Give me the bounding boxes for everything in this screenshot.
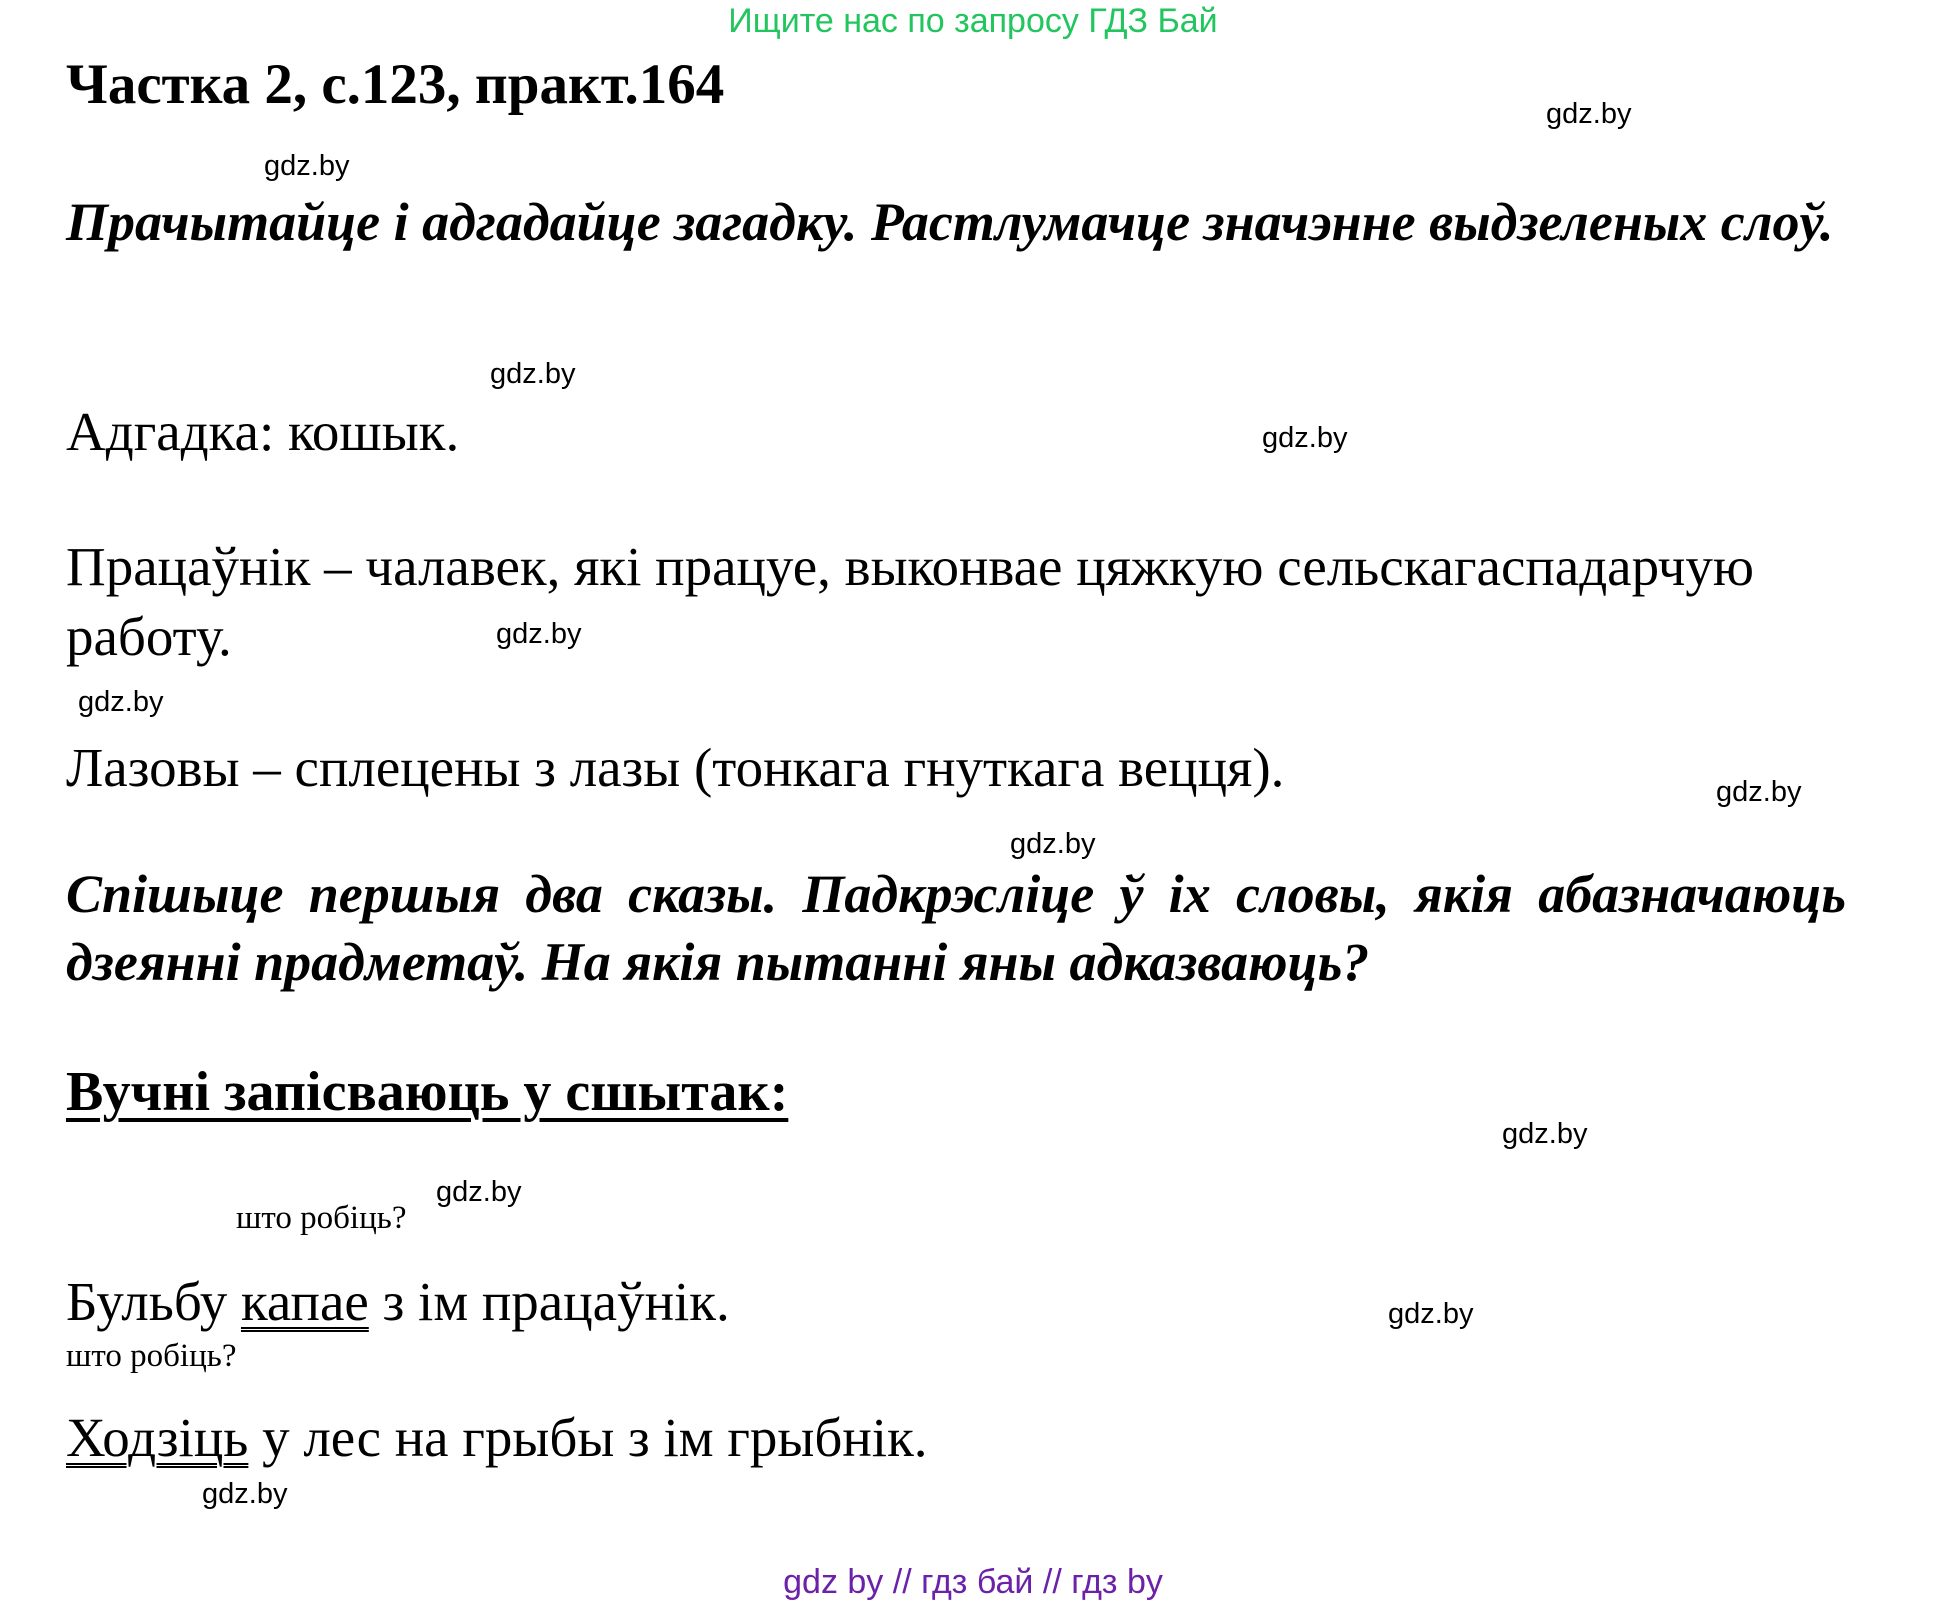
watermark: gdz.by <box>1388 1298 1474 1330</box>
top-banner: Ищите нас по запросу ГДЗ Бай <box>728 2 1218 40</box>
watermark: gdz.by <box>496 618 582 650</box>
watermark: gdz.by <box>1716 776 1802 808</box>
page-title: Частка 2, с.123, практ.164 <box>66 53 725 116</box>
definition-pracaunik: Працаўнік – чалавек, які працуе, выконвае цяжкую сельскагаспадарчую работу. <box>66 536 1754 667</box>
watermark: gdz.by <box>436 1176 522 1208</box>
underlined-verb: капае <box>240 1271 369 1332</box>
section-heading: Вучні запісваюць у сшытак: <box>66 1061 789 1123</box>
watermark: gdz.by <box>490 358 576 390</box>
riddle-answer: Адгадка: кошык. <box>66 401 460 462</box>
sentence-text: у лес на грыбы з ім грыбнік. <box>248 1407 928 1468</box>
watermark: gdz.by <box>78 686 164 718</box>
example-sentence <box>66 1270 730 1333</box>
task-instruction-1: Прачытайце і адгадайце загадку. Растлумачце значэнне выдзеленых слоў. <box>66 192 1834 252</box>
watermark: gdz.by <box>264 150 350 182</box>
underlined-verb: Ходзіць <box>66 1407 249 1468</box>
example-sentence <box>66 1406 928 1469</box>
sentence-text: Бульбу <box>66 1271 241 1332</box>
sentence-text: з ім працаўнік. <box>368 1271 730 1332</box>
footer-links: gdz by // гдз бай // гдз by <box>783 1563 1163 1601</box>
watermark: gdz.by <box>202 1478 288 1510</box>
task-instruction-2: Спішыце першыя два сказы. Падкрэсліце ў іх словы, якія абазначаюць дзеянні прадметаў. На якія пытанні яны адказваюць? <box>66 864 1846 992</box>
question-annotation: што робіць? <box>66 1338 237 1374</box>
watermark: gdz.by <box>1546 98 1632 130</box>
definition-lazovy: Лазовы – сплецены з лазы (тонкага гнуткага вецця). <box>66 737 1285 798</box>
watermark: gdz.by <box>1010 828 1096 860</box>
watermark: gdz.by <box>1502 1118 1588 1150</box>
question-annotation: што робіць? <box>236 1200 407 1236</box>
watermark: gdz.by <box>1262 422 1348 454</box>
